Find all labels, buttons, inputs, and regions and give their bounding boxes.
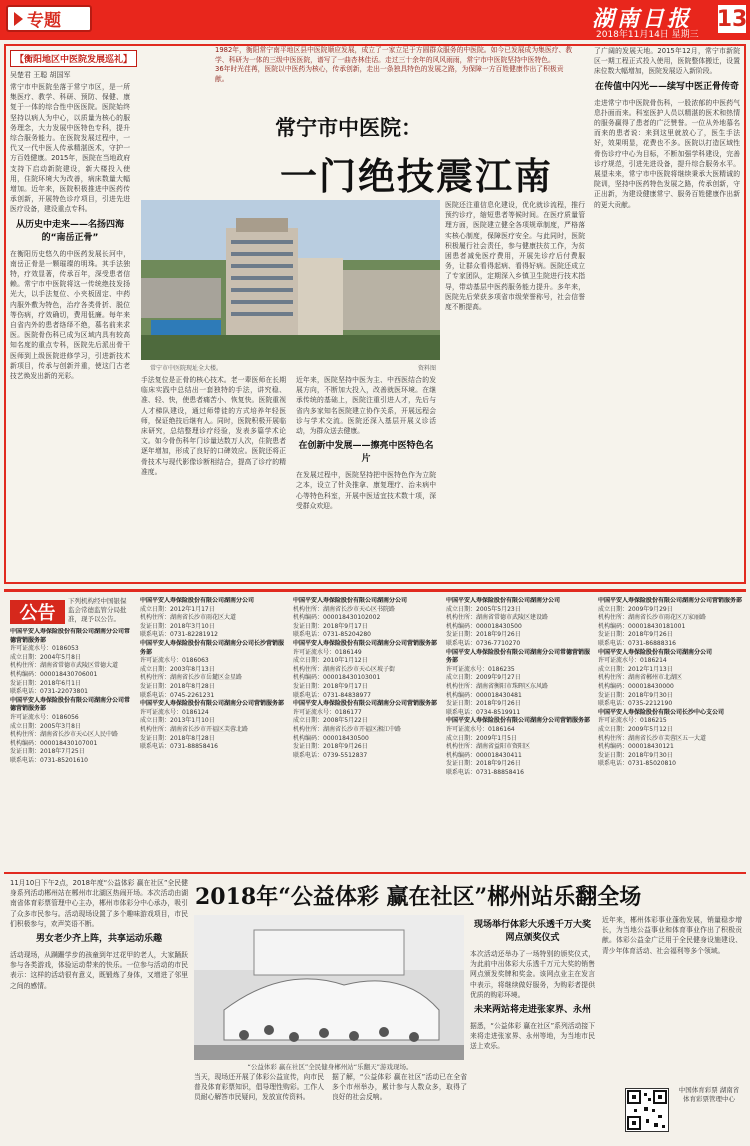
notice-entry-line: 成立日期：2013年1月10日: [140, 717, 215, 725]
paragraph: 当天，现场还开展了体彩公益宣传，向市民普及体育彩票知识，倡导理性购彩。工作人员耐心解答市民疑问，发放宣传资料。: [194, 1073, 324, 1102]
notice-entry-line: 许可证流水号：0186053: [10, 645, 79, 653]
headline: 一门绝技震江南: [280, 154, 553, 198]
section-divider: [4, 589, 746, 592]
notice-entry-line: 许可证流水号：0186235: [446, 665, 515, 673]
notice-entry-line: 机构住所：湖南省长沙市开福区芙蓉北路: [140, 725, 249, 733]
article-column-3: [296, 375, 436, 580]
headline-kicker: 常宁市中医院：: [275, 115, 422, 140]
notice-title: 公告: [10, 600, 65, 624]
notice-entry-line: 联系电话：0731-85020810: [598, 760, 676, 768]
notice-entry-line: 许可证流水号：0186215: [598, 717, 667, 725]
notice-entry-line: 机构住所：湖南省长沙市岳麓区金星路: [140, 674, 243, 682]
notice-entry-line: 机构编码：000018430411: [446, 751, 522, 759]
notice-entry-line: 成立日期：2009年5月12日: [598, 725, 673, 733]
article-column-1: [10, 82, 130, 577]
qr-code-icon: [625, 1088, 669, 1132]
notice-entry-line: 机构编码：000018430500: [293, 734, 369, 742]
notice-entry-name: 中国平安人寿保险股份有限公司湖南分公司常德营销服务部: [446, 648, 591, 665]
section-tag: [6, 5, 92, 32]
notice-entry-line: 机构编码：000018430481: [446, 691, 522, 699]
notice-entry-line: 联系电话：0735-2212190: [598, 700, 673, 708]
notice-column: [140, 597, 285, 867]
notice-entry-line: 许可证流水号：0186063: [140, 657, 209, 665]
notice-entry-name: 中国平安人寿保险股份有限公司长沙中心支公司: [598, 708, 725, 716]
notice-entry-line: 联系电话：0734-8519911: [446, 708, 521, 716]
notice-entry-line: 机构编码：000018430102002: [293, 614, 381, 622]
lottery-column-left: [10, 878, 188, 1140]
notice-entry-line: 成立日期：2004年5月8日: [10, 653, 81, 661]
notice-entry-line: 联系电话：0731-88858416: [140, 743, 218, 751]
notice-entry-line: 成立日期：2009年1月5日: [446, 734, 517, 742]
lottery-column: [194, 1072, 324, 1140]
subheading: 在创新中发展——擦亮中医特色名片: [298, 441, 434, 465]
paragraph: 医院还注重信息化建设，优化就诊流程，推行预约诊疗，缩短患者等候时间。在医疗质量管理方面，医院建立健全各项规章制度，严格落实核心制度，保障医疗安全。与此同时，医院积极履行社会责任，参与健康扶贫工作，为贫困患者减免医疗费用，开展先诊疗后付费服务，让群众看得起病、看得好病。医院还成立了专家团队，定期深入乡镇卫生院进行技术指导，带动基层中医药服务能力提升。多年来，医院先后荣获多项省市级荣誉称号，社会信誉度不断提高。: [445, 201, 585, 312]
subheading: 从历史中走来——名扬四海的“南岳正骨”: [15, 219, 124, 243]
notice-entry-line: 发证日期：2018年9月17日: [293, 682, 368, 690]
notice-entry-line: 成立日期：2005年5月23日: [446, 605, 521, 613]
notice-entry-name: 中国平安人寿保险股份有限公司湖南分公司长沙营销服务部: [140, 639, 285, 656]
byline: 吴楚君 王聪 胡国军: [10, 71, 71, 79]
paragraph: 手法复位是正骨的核心技术。老一辈医师在长期临床实践中总结出一套独特的手法，讲究稳、准、轻、快，使患者痛苦小、恢复快。医院重视人才梯队建设，通过师带徒的方式培养年轻医师，保证绝技后继有人。同时，医院积极开展临床研究，总结整理诊疗经验，发表多篇学术论文。如今骨伤科年门诊量达数万人次，住院患者逐年增加，形成了良好的口碑效应。医院还将正骨技术与现代影像诊断相结合，提高了诊疗的精准度。: [141, 376, 286, 476]
newspaper-brand: 湖南日报: [592, 6, 693, 32]
notice-entry-line: 机构编码：000018430706001: [10, 670, 98, 678]
paragraph: 近年来，医院坚持中医为主、中西医结合的发展方向，不断加大投入，改善就医环境。在继承传统的基础上，医院注重引进人才，先后与省内多家知名医院建立协作关系，开展远程会诊与学术交流。医院还深入基层开展义诊活动，为群众送去健康。: [296, 376, 436, 436]
notice-entry-line: 联系电话：0731-85201610: [10, 756, 88, 764]
article-column-4: [445, 200, 585, 580]
notice-entry-line: 联系电话：0731-22073801: [10, 688, 88, 696]
notice-entry-line: 机构住所：湖南省长沙市雨花区万家丽路: [598, 614, 707, 622]
paragraph: 据悉，“公益体彩 赢在社区”系列活动接下来将走进张家界、永州等地，为当地市民送上欢乐。: [470, 1022, 595, 1051]
notice-entry-line: 发证日期：2018年9月26日: [446, 760, 521, 768]
notice-entry-line: 机构住所：湖南省长沙市天心区书院路: [293, 605, 396, 613]
notice-entry-line: 成立日期：2009年9月29日: [598, 605, 673, 613]
notice-column: [598, 597, 743, 867]
notice-entry-line: 成立日期：2012年1月13日: [598, 665, 673, 673]
notice-intro: 下列机构经中国银保监会常德监管分局批准，现予以公告。: [68, 597, 127, 623]
notice-entry-line: 联系电话：0731-82281912: [140, 631, 218, 639]
photo-caption: 常宁市中医院现址全大楼。: [150, 365, 223, 372]
notice-entry-line: 联系电话：0739-5512837: [293, 751, 368, 759]
notice-entry-line: 成立日期：2009年9月27日: [446, 674, 521, 682]
paragraph: 活动现场，从蹒跚学步的孩童到年过花甲的老人，大家踊跃参与各类游戏，体验运动带来的快乐。一位参与活动的市民表示：这样的活动很有意义，既锻炼了身体，又增进了邻里之间的感情。: [10, 951, 188, 990]
notice-entry-line: 联系电话：0731-86888316: [598, 639, 676, 647]
paragraph: 走进常宁市中医院骨伤科，一股浓郁的中医药气息扑面而来。科室医护人员以精湛的医术和热情的服务赢得了患者的广泛赞誉。一位从外地慕名而来的患者说：来到这里就放心了，医生手法好，效果明显，花费也不多。医院以打造区域性骨伤诊疗中心为目标，不断加强学科建设，完善诊疗规范，引进先进设备，提升综合服务水平。展望未来，常宁市中医院将继续秉承大医精诚的院训，坚持中医药特色发展之路，传承创新，守正出新，为建设健康常宁、服务百姓健康作出新的更大贡献。: [594, 98, 740, 209]
paragraph: 11月10日下午2点，2018年度“公益体彩 赢在社区”全民健身系列活动郴州站在郴州市北湖区热闹开场。本次活动由湖南省体育彩票管理中心主办，郴州市体彩分中心承办，吸引了众多市民参与。活动现场设置了多个趣味游戏项目，市民们积极参与，欢声笑语不断。: [10, 879, 188, 928]
lottery-headline: 2018年“公益体彩 赢在社区”郴州站乐翻全场: [195, 884, 642, 910]
lead-text: 1982年，衡阳常宁南平地区县中医院顺应发展，成立了一家立足于方圆群众服务的中医院。如今已发展成为集医疗、教学、科研为一体的三级中医医院，谱写了一曲杏林佳话。走过三十余年的风风雨雨，常宁市中医院坚持中医特色。: [215, 46, 573, 64]
lottery-column: [470, 915, 595, 1140]
notice-entry-line: 机构编码：000018430181001: [598, 622, 686, 630]
notice-column: [446, 597, 591, 867]
notice-entry-name: 中国平安人寿保险股份有限公司湖南分公司营销服务部: [293, 639, 438, 647]
notice-entry-line: 机构住所：湖南省常德市武陵区建设路: [446, 614, 549, 622]
notice-entry-name: 中国平安人寿保险股份有限公司湖南分公司: [598, 648, 713, 656]
notice-entry-line: 成立日期：2012年1月17日: [140, 605, 215, 613]
paragraph: 了广阔的发展天地。2015年12月，常宁市新院区一期工程正式投入使用，医院整体搬迁，设置床位数大幅增加，医院发展迈入新阶段。: [594, 47, 740, 76]
notice-entry-name: 中国平安人寿保险股份有限公司湖南分公司营销服务部: [293, 700, 438, 708]
article-column-2: [141, 375, 286, 580]
notice-entry-line: 发证日期：2018年6月1日: [10, 679, 81, 687]
sponsor-logo-text: 中国体育彩票 湖南省体育彩票管理中心: [678, 1086, 740, 1103]
lead-text-2: 36年时光荏苒，医院以中医药为核心，传承创新，走出一条独具特色的发展之路，为保障一方百姓健康作出了积极贡献。: [215, 65, 564, 83]
notice-entry-line: 联系电话：0731-85204280: [293, 631, 371, 639]
series-label: 【衡阳地区中医院发展巡礼】: [10, 50, 137, 67]
notice-entry-line: 机构住所：湖南省郴州市北湖区: [598, 674, 683, 682]
notice-entry-line: 机构编码：000018430000: [598, 682, 674, 690]
event-photo: [194, 915, 464, 1060]
notice-entry-line: 发证日期：2018年9月26日: [293, 743, 368, 751]
article-column-5: [594, 46, 740, 581]
notice-entry-name: 中国平安人寿保险股份有限公司湖南分公司营销服务部: [140, 700, 285, 708]
triangle-icon: [14, 12, 23, 26]
paragraph: 在发展过程中，医院坚持把中医特色作为立院之本，设立了针灸推拿、康复理疗、治未病中心等特色科室，开展中医适宜技术数十项，深受群众欢迎。: [296, 471, 436, 510]
notice-column: [10, 628, 130, 898]
notice-entry-line: 联系电话：0731-88858416: [446, 768, 524, 776]
paragraph: 据了解，“公益体彩 赢在社区”活动已在全省多个市州举办，累计参与人数众多，取得了良好的社会反响。: [332, 1073, 467, 1102]
subheading: 未来两站将走进张家界、永州: [473, 1005, 591, 1016]
notice-entry-name: 中国平安人寿保险股份有限公司湖南分公司: [140, 597, 255, 604]
notice-entry-line: 机构住所：湖南省长沙市芙蓉区五一大道: [598, 734, 707, 742]
notice-entry-line: 成立日期：2005年3月8日: [10, 722, 81, 730]
notice-entry-line: 机构住所：湖南省长沙市雨花区大道: [140, 614, 237, 622]
notice-entry-name: 中国平安人寿保险股份有限公司湖南分公司营销服务部: [598, 597, 743, 604]
hospital-photo: [141, 200, 440, 360]
notice-entry-line: 发证日期：2018年9月17日: [293, 622, 368, 630]
notice-entry-line: 机构住所：湖南省益阳市资阳区: [446, 743, 531, 751]
notice-entry-name: 中国平安人寿保险股份有限公司湖南分公司: [293, 597, 408, 604]
photo-credit: 资料图: [418, 365, 437, 372]
notice-entry-line: 许可证流水号：0186164: [446, 725, 515, 733]
notice-entry-name: 中国平安人寿保险股份有限公司湖南分公司营销服务部: [446, 717, 591, 725]
notice-entry-line: 发证日期：2018年9月26日: [446, 631, 521, 639]
issue-date: 2018年11月14日 星期三: [596, 30, 699, 40]
notice-entry-line: 许可证流水号：0186056: [10, 713, 79, 721]
notice-entry-line: 联系电话：0736-7710270: [446, 639, 521, 647]
notice-entry-line: 机构编码：000018430103001: [293, 674, 381, 682]
notice-entry-line: 联系电话：0745-2261231: [140, 691, 215, 699]
lead-paragraph: [215, 46, 575, 84]
lottery-column: [332, 1072, 467, 1140]
notice-column: [293, 597, 438, 867]
section-tag-label: 专题: [27, 11, 61, 31]
notice-entry-line: 许可证流水号：0186124: [140, 708, 209, 716]
lottery-column: [602, 915, 742, 1083]
paragraph: 近年来，郴州体彩事业蓬勃发展，销量稳步增长，为当地公益事业和体育事业作出了积极贡献。体彩公益金广泛用于全民健身设施建设、青少年体育活动、社会福利等多个领域。: [602, 916, 742, 955]
notice-entry-line: 机构住所：湖南省长沙市天心区坡子街: [293, 665, 396, 673]
page-number: 13: [716, 6, 748, 32]
subheading: 男女老少齐上阵，共享运动乐趣: [35, 934, 162, 945]
notice-entry-line: 联系电话：0731-84838977: [293, 691, 371, 699]
notice-entry-line: 机构住所：湖南省长沙市天心区人民中路: [10, 731, 119, 739]
notice-entry-line: 机构编码：000018430121: [598, 743, 674, 751]
notice-entry-line: 成立日期：2003年8月13日: [140, 665, 215, 673]
paragraph: 在衡阳历史悠久的中医药发展长河中，南岳正骨是一颗璀璨的明珠。其手法独特，疗效显著，传承百年，深受患者信赖。常宁市中医院将这一传统绝技发扬光大，以手法复位、小夹板固定、中药内服外敷为特色，治疗各类骨折、脱位等伤病，疗效确切，费用低廉。每年来自省内外的患者络绎不绝，慕名前来求医。医院骨伤科已成为区域内具有较高知名度的重点专科，医院先后派出骨干医师到上级医院进修学习，引进新技术新项目，传承与创新并重，使这门古老技艺焕发出新的光彩。: [10, 249, 130, 381]
notice-entry-line: 成立日期：2008年5月22日: [293, 717, 368, 725]
notice-entry-line: 发证日期：2018年9月26日: [446, 700, 521, 708]
notice-entry-line: 许可证流水号：0186177: [293, 708, 362, 716]
notice-entry-line: 发证日期：2018年3月10日: [140, 622, 215, 630]
notice-entry-line: 机构住所：湖南省衡阳市珠晖区东风路: [446, 682, 549, 690]
notice-entry-line: 机构编码：000018430107001: [10, 739, 98, 747]
section-divider: [4, 872, 746, 874]
notice-entry-line: 发证日期：2018年9月30日: [598, 751, 673, 759]
notice-entry-name: 中国平安人寿保险股份有限公司湖南分公司: [446, 597, 561, 604]
photo-caption: “公益体彩 赢在社区”全民健身郴州站“乐翻天”游戏现场。: [247, 1063, 413, 1071]
notice-entry-line: 成立日期：2010年1月12日: [293, 657, 368, 665]
notice-entry-line: 机构编码：000018430500: [446, 622, 522, 630]
notice-entry-line: 发证日期：2018年9月26日: [598, 631, 673, 639]
subheading: 现场举行体彩大乐透千万大奖网点颁奖仪式: [473, 920, 591, 943]
notice-entry-line: 发证日期：2018年9月30日: [598, 691, 673, 699]
notice-entry-line: 机构住所：湖南省长沙市开福区湘江中路: [293, 725, 402, 733]
paragraph: 本次活动还举办了一场特别的颁奖仪式，为此前中出体彩大乐透千万元大奖的销售网点颁发奖牌和奖金。该网点业主在发言中表示，将继续做好服务，为购彩者提供优质的购彩环境。: [470, 950, 595, 999]
notice-entry-line: 许可证流水号：0186149: [293, 648, 362, 656]
notice-entry-line: 机构住所：湖南省常德市武陵区常德大道: [10, 662, 119, 670]
paragraph: 常宁市中医院坐落于常宁市区，是一所集医疗、教学、科研、预防、保健、康复于一体的综合性中医医院。医院始终坚持以病人为中心，以质量为核心的服务理念，大力发展中医特色专科，提升综合服务能力。在医院发展过程中，一代又一代中医人传承精湛医术，守护一方百姓健康。2015年，医院在当地政府支持下启动新院建设，新大楼投入使用，住院环境大为改善，病床数量大幅增加。近年来，医院积极推进中医药传承创新，开展特色诊疗项目，引进先进医疗设备，建设重点专科。: [10, 83, 130, 214]
subheading: 在传值中闪光——续写中医正骨传奇: [594, 81, 739, 92]
notice-entry-name: 中国平安人寿保险股份有限公司湖南分公司常德营销服务部: [10, 628, 130, 644]
notice-entry-line: 许可证流水号：0186214: [598, 657, 667, 665]
notice-entry-line: 发证日期：2018年7月25日: [10, 748, 85, 756]
notice-entry-line: 发证日期：2018年8月28日: [140, 682, 215, 690]
notice-entry-line: 发证日期：2018年8月28日: [140, 734, 215, 742]
notice-entry-name: 中国平安人寿保险股份有限公司湖南分公司常德营销服务部: [10, 696, 130, 713]
